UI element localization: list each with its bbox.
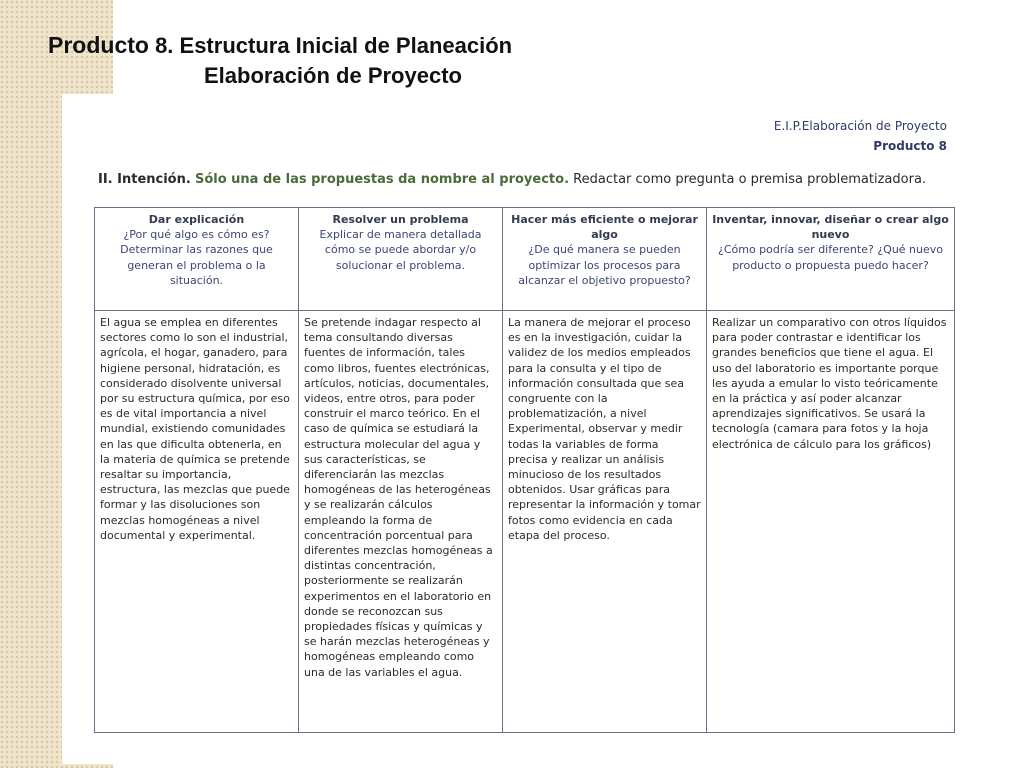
intention-highlight: Sólo una de las propuestas da nombre al proyecto.	[194, 172, 570, 187]
scanned-document	[62, 94, 962, 764]
column-title: Dar explicación	[148, 213, 245, 226]
slide-title	[48, 30, 668, 91]
column-subtitle: ¿Cómo podría ser diferente? ¿Qué nuevo producto o propuesta puedo hacer?	[717, 243, 944, 272]
column-subtitle: ¿Por qué algo es cómo es? Determinar las razones que generan el problema o la situación.	[120, 228, 273, 287]
content-cell-innovar: Realizar un comparativo con otros líquidos para poder contrastar e identificar los grandes beneficios que tiene el agua. El uso del laboratorio es importante porque les ayuda a emular lo visto teóricamente en la práctica y así poder alcanzar aprendizajes significativos. Se usará la tecnología (camara para fotos y la hoja electrónica de cálculo para los gráficos)	[707, 311, 955, 733]
header-cell-explicacion	[95, 208, 299, 311]
document-meta-line1: E.I.P.Elaboración de Proyecto	[773, 119, 947, 133]
column-subtitle: ¿De qué manera se pueden optimizar los procesos para alcanzar el objetivo propuesto?	[518, 243, 691, 287]
header-cell-problema	[299, 208, 503, 311]
table-header-row	[95, 208, 955, 311]
content-cell-problema: Se pretende indagar respecto al tema consultando diversas fuentes de información, tales como libros, fuentes electrónicas, artículos, noticias, documentales, videos, entre otros, para poder construir el marco teórico. En el caso de química se estudiará la estructura molecular del agua y sus características, se diferenciarán las mezclas homogéneas de las heterogéneas y se realizarán cálculos empleando la forma de concentración porcentual para diferentes mezclas homogéneas a distintas concentración, posteriormente se realizarán experimentos en el laboratorio en donde se reconozcan sus propiedades físicas y químicas y se harán mezclas heterogéneas y homogéneas empleando como una de las variables el agua.	[299, 311, 503, 733]
document-meta-line2: Producto 8	[873, 139, 947, 153]
header-cell-innovar	[707, 208, 955, 311]
proposal-table	[94, 207, 955, 733]
title-rest: 8. Estructura Inicial de Planeación	[148, 33, 513, 58]
column-title: Hacer más eficiente o mejorar algo	[511, 213, 698, 242]
column-title: Inventar, innovar, diseñar o crear algo nuevo	[712, 213, 949, 242]
document-header	[774, 116, 947, 156]
content-cell-explicacion: El agua se emplea en diferentes sectores como lo son el industrial, agrícola, el hogar, ganadero, para higiene personal, hidratación, es considerado disolvente universal por su estructura química, por eso es de vital importancia a nivel mundial, existiendo comunidades en las que dificulta obtenerla, en la materia de química se pretende resaltar su importancia, estructura, las mezclas que puede formar y las disoluciones son mezclas homogéneas a nivel documental y experimental.	[95, 311, 299, 733]
intention-line	[98, 172, 938, 187]
header-cell-eficiente	[503, 208, 707, 311]
slide-title-line2: Elaboración de Proyecto	[204, 63, 462, 88]
intention-rest: Redactar como pregunta o premisa problematizadora.	[573, 172, 927, 187]
intention-label: II. Intención.	[98, 172, 191, 187]
slide-title-line1	[48, 30, 668, 61]
column-subtitle: Explicar de manera detallada cómo se puede abordar y/o solucionar el problema.	[319, 228, 482, 272]
title-word-producto: Producto	[48, 32, 149, 58]
table-content-row	[95, 311, 955, 733]
column-title: Resolver un problema	[332, 213, 469, 226]
content-cell-eficiente: La manera de mejorar el proceso es en la investigación, cuidar la validez de los medios empleados para la consulta y el tipo de información consultada que sea congruente con la problematización, a nivel Experimental, observar y medir todas la variables de forma precisa y realizar un análisis minucioso de los resultados obtenidos. Usar gráficas para representar la información y tomar fotos como evidencia en cada etapa del proceso.	[503, 311, 707, 733]
